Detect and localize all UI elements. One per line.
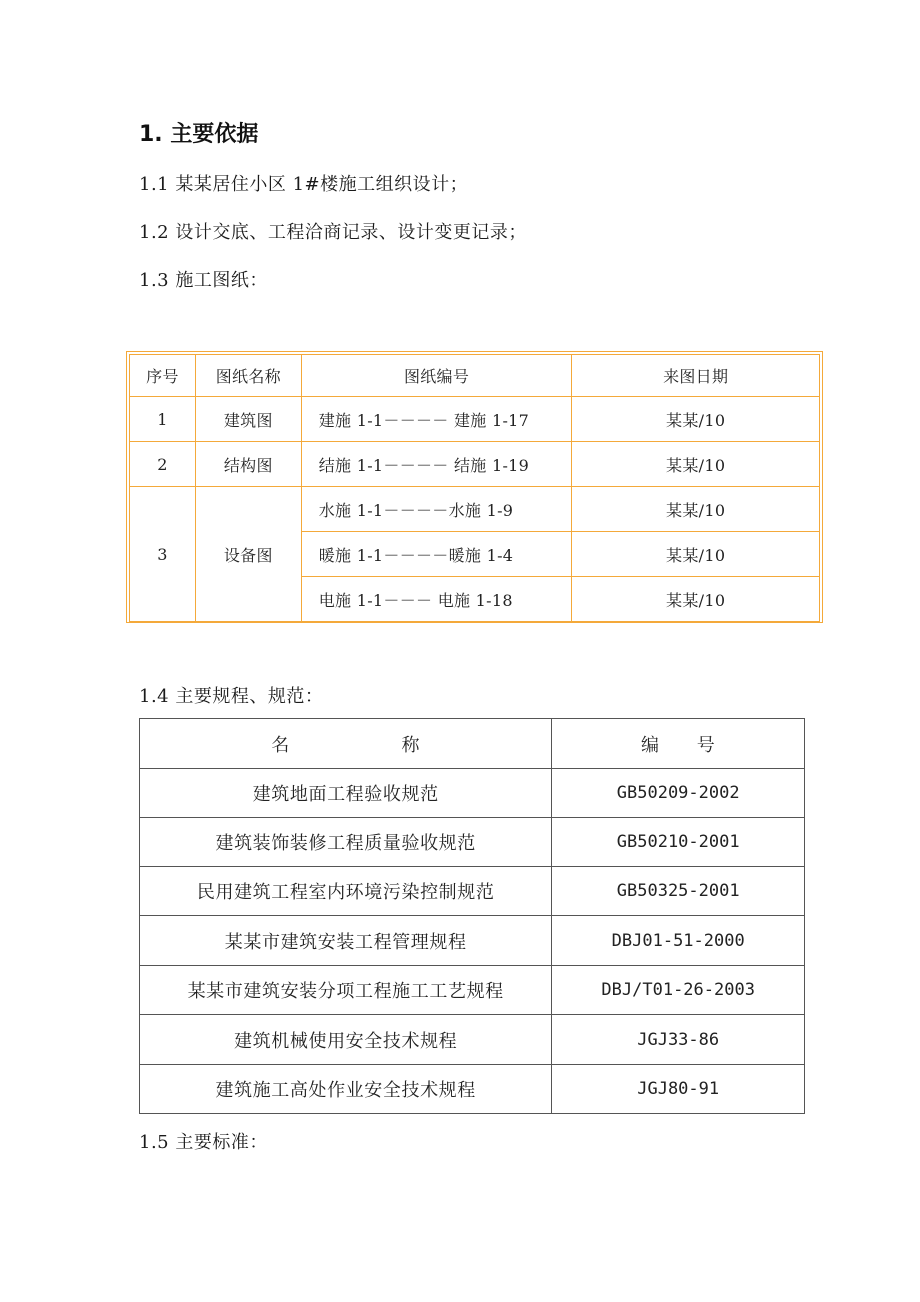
table-row: [130, 442, 820, 487]
standard-name: 某某市建筑安装工程管理规程: [140, 916, 552, 966]
standard-name: 建筑装饰装修工程质量验收规范: [140, 818, 552, 867]
basis-item-1-1: 1.1 某某居住小区 1#楼施工组织设计；: [139, 174, 469, 195]
row-code: 电施 1-1－－－ 电施 1-18: [301, 577, 572, 622]
row-no: 1: [130, 397, 196, 442]
row-date: 某某/10: [572, 577, 820, 622]
standard-name: 某某市建筑安装分项工程施工工艺规程: [140, 966, 552, 1015]
standard-name: 建筑地面工程验收规范: [140, 769, 552, 818]
standard-code: JGJ80-91: [552, 1065, 805, 1114]
table-row: [140, 818, 805, 867]
row-code: 水施 1-1－－－－水施 1-9: [301, 487, 572, 532]
table-row: [140, 1015, 805, 1065]
row-date: 某某/10: [572, 487, 820, 532]
standards-header-row: [140, 719, 805, 769]
standard-code: GB50210-2001: [552, 818, 805, 867]
header-code: 编 号: [552, 719, 805, 769]
table-row: [130, 397, 820, 442]
standard-name: 建筑机械使用安全技术规程: [140, 1015, 552, 1065]
row-name: 设备图: [195, 487, 301, 622]
standard-name: 民用建筑工程室内环境污染控制规范: [140, 867, 552, 916]
table-row: [140, 769, 805, 818]
header-no: 序号: [130, 355, 196, 397]
basis-item-1-3: 1.3 施工图纸：: [139, 270, 268, 291]
row-no: 2: [130, 442, 196, 487]
standard-code: GB50209-2002: [552, 769, 805, 818]
table-row: [140, 867, 805, 916]
drawings-header-row: [130, 355, 820, 397]
drawings-table-frame: [126, 351, 823, 623]
basis-item-1-4: 1.4 主要规程、规范：: [139, 686, 324, 707]
row-date: 某某/10: [572, 397, 820, 442]
row-no: 3: [130, 487, 196, 622]
row-name: 结构图: [195, 442, 301, 487]
section-title: 1. 主要依据: [139, 122, 259, 147]
table-row: [140, 966, 805, 1015]
header-name: 名 称: [140, 719, 552, 769]
basis-item-1-5: 1.5 主要标准：: [139, 1132, 268, 1153]
header-received-date: 来图日期: [572, 355, 820, 397]
standard-name: 建筑施工高处作业安全技术规程: [140, 1065, 552, 1114]
standards-table: [139, 718, 805, 1114]
row-name: 建筑图: [195, 397, 301, 442]
header-drawing-name: 图纸名称: [195, 355, 301, 397]
standard-code: DBJ01-51-2000: [552, 916, 805, 966]
table-row: [140, 916, 805, 966]
row-date: 某某/10: [572, 532, 820, 577]
row-code: 暖施 1-1－－－－暖施 1-4: [301, 532, 572, 577]
row-code: 结施 1-1－－－－ 结施 1-19: [301, 442, 572, 487]
row-code: 建施 1-1－－－－ 建施 1-17: [301, 397, 572, 442]
row-date: 某某/10: [572, 442, 820, 487]
standard-code: JGJ33-86: [552, 1015, 805, 1065]
standard-code: DBJ/T01-26-2003: [552, 966, 805, 1015]
table-row: [140, 1065, 805, 1114]
basis-item-1-2: 1.2 设计交底、工程洽商记录、设计变更记录；: [139, 222, 527, 243]
standard-code: GB50325-2001: [552, 867, 805, 916]
header-drawing-code: 图纸编号: [301, 355, 572, 397]
drawings-table: [129, 354, 820, 622]
table-row: [130, 487, 820, 532]
